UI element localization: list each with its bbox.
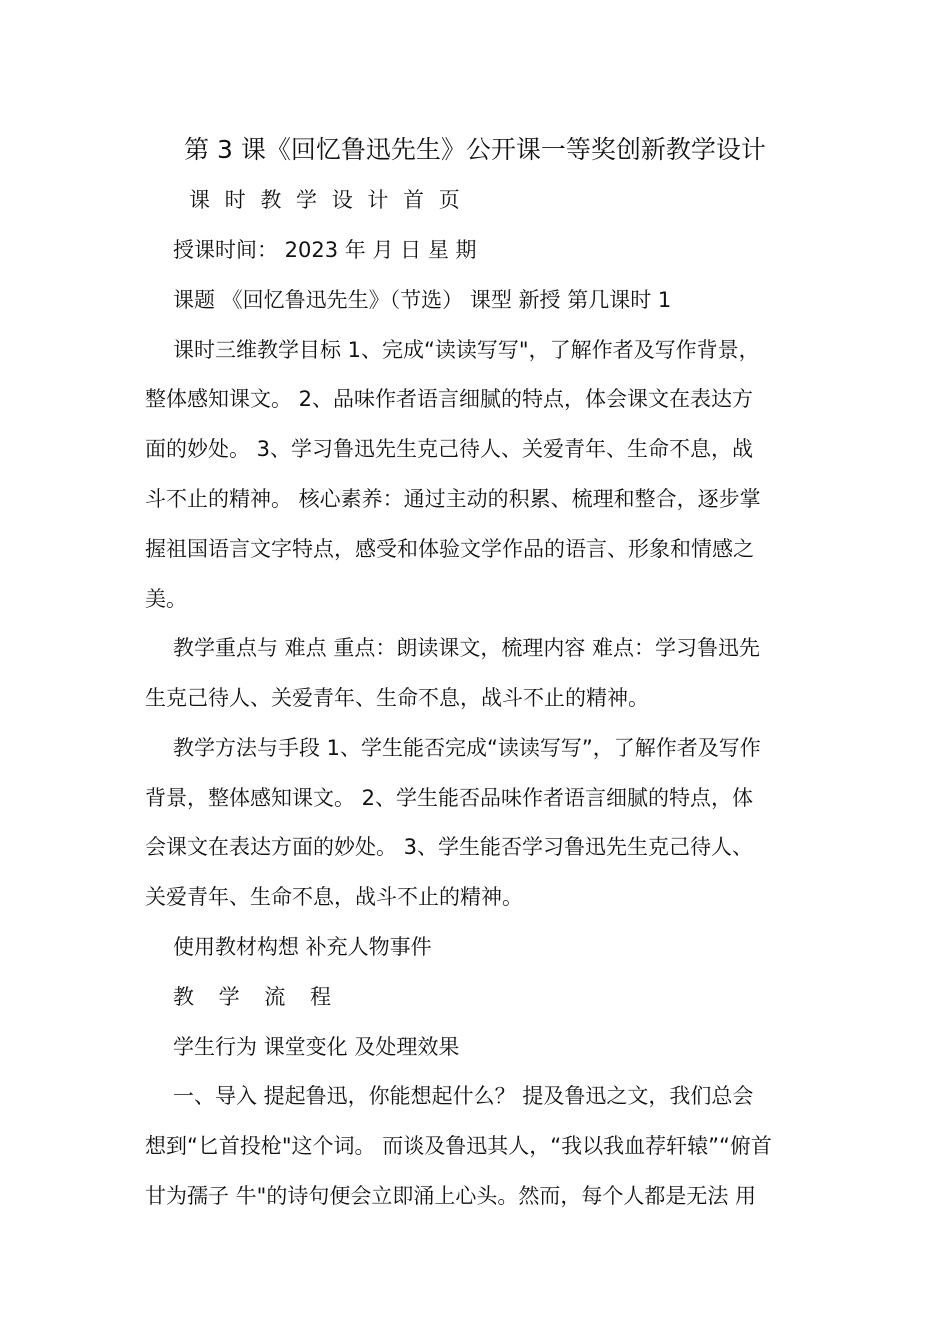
process-heading: 教 学 流 程 — [173, 985, 341, 1009]
intro-line: 甘为孺子 牛"的诗句便会立即涌上心头。然而，每个人都是无法 用 — [145, 1184, 757, 1208]
key-points-line: 生克己待人、关爱青年、生命不息，战斗不止的精神。 — [145, 686, 649, 710]
methods-line: 背景，整体感知课文。 2、学生能否品味作者语言细腻的特点，体 — [145, 786, 754, 810]
goals-line: 握祖国语言文字特点，感受和体验文学作品的语言、形象和情感之 — [145, 537, 754, 561]
goals-line: 美。 — [145, 587, 187, 611]
key-points-line: 教学重点与 难点 重点：朗读课文，梳理内容 难点：学习鲁迅先 — [173, 636, 761, 660]
goals-line: 课时三维教学目标 1、完成“读读写写"，了解作者及写作背景， — [173, 338, 760, 362]
methods-line: 会课文在表达方面的妙处。 3、学生能否学习鲁迅先生克己待人、 — [145, 835, 754, 859]
behavior-header-line: 学生行为 课堂变化 及处理效果 — [173, 1035, 460, 1059]
document-title: 第 3 课《回忆鲁迅先生》公开课一等奖创新教学设计 — [184, 135, 766, 164]
intro-line: 一、导入 提起鲁迅，你能想起什么？ 提及鲁迅之文，我们总会 — [173, 1084, 754, 1108]
intro-line: 想到“匕首投枪"这个词。 而谈及鲁迅其人，“我以我血荐轩辕”“俯首 — [145, 1134, 772, 1158]
lesson-info-line: 课题 《回忆鲁迅先生》（节选） 课型 新授 第几课时 1 — [173, 288, 672, 312]
goals-line: 面的妙处。 3、学习鲁迅先生克己待人、关爱青年、生命不息，战 — [145, 437, 754, 461]
class-time-line: 授课时间： 2023 年 月 日 星 期 — [173, 238, 477, 262]
goals-line: 斗不止的精神。 核心素养：通过主动的积累、梳理和整合，逐步掌 — [145, 487, 761, 511]
materials-line: 使用教材构想 补充人物事件 — [173, 935, 432, 959]
methods-line: 教学方法与手段 1、学生能否完成“读读写写”，了解作者及写作 — [173, 736, 761, 760]
methods-line: 关爱青年、生命不息，战斗不止的精神。 — [145, 885, 523, 909]
goals-line: 整体感知课文。 2、品味作者语言细腻的特点，体会课文在表达方 — [145, 387, 754, 411]
page-heading: 课 时 教 学 设 计 首 页 — [189, 188, 464, 212]
